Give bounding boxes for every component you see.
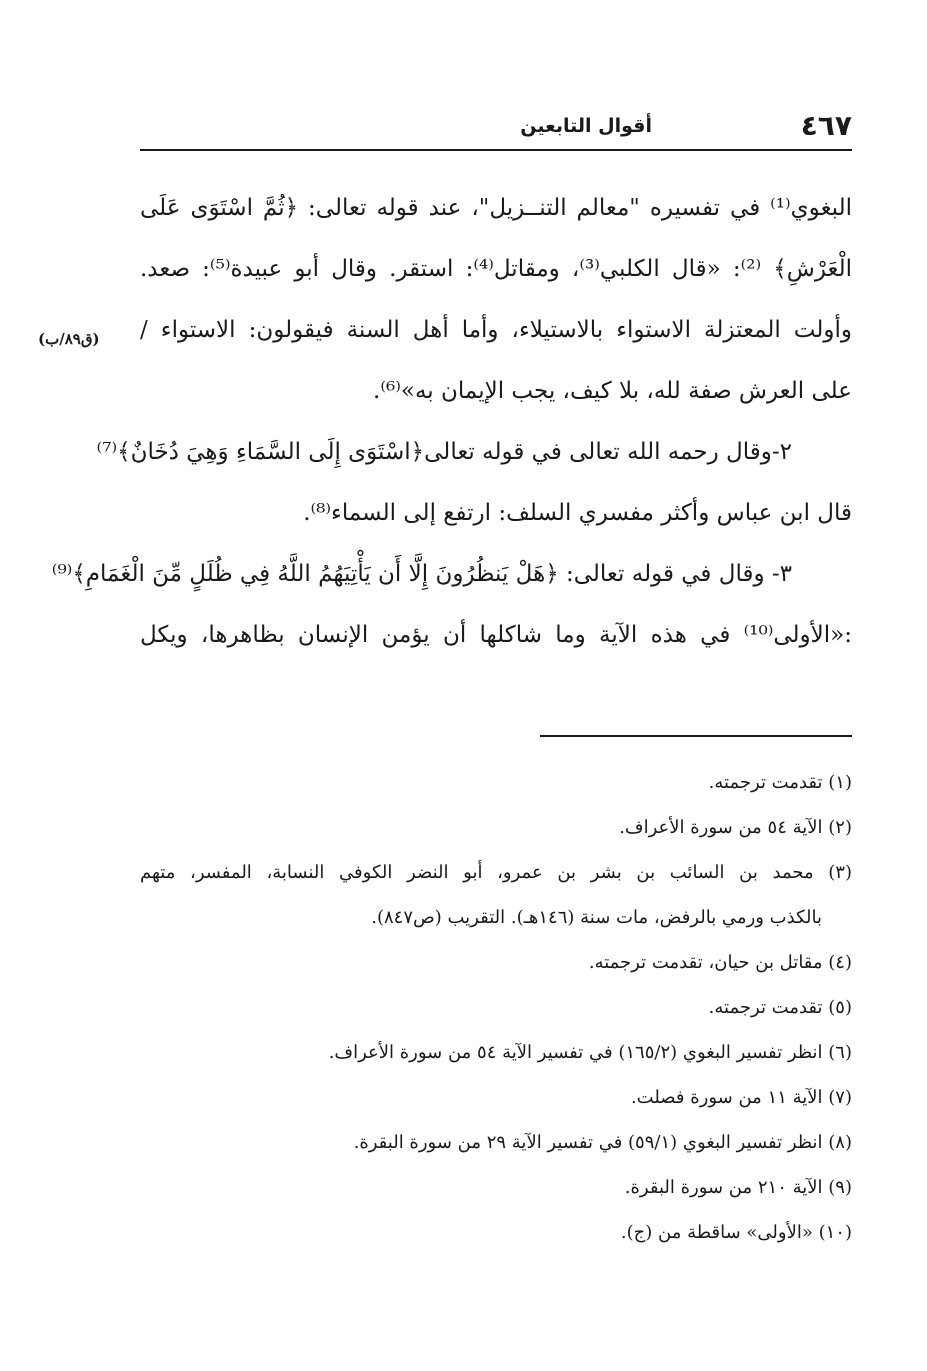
page-header: [140, 108, 852, 148]
footnote: (٧) الآية ١١ من سورة فصلت.: [630, 1087, 852, 1108]
manuscript-folio-note: (ق٨٩/ب): [38, 330, 100, 348]
footnote: (٨) انظر تفسير البغوي (٥٩/١) في تفسير الآية ٢٩ من سورة البقرة.: [353, 1132, 852, 1153]
body-line: ٢-وقال رحمه الله تعالى في قوله تعالى﴿اسْتَوَى إِلَى السَّمَاءِ وَهِيَ دُخَانٌ﴾⁽⁷⁾: [96, 439, 792, 465]
footnote: (١) تقدمت ترجمته.: [708, 772, 852, 793]
page-number: ٤٦٧: [800, 109, 852, 142]
body-line: وأولت المعتزلة الاستواء بالاستيلاء، وأما أهل السنة فيقولون: الاستواء /: [140, 317, 852, 343]
footnote-divider: [540, 735, 852, 737]
header-divider: [140, 149, 852, 151]
body-line: :«الأولى⁽¹⁰⁾ في هذه الآية وما شاكلها أن يؤمن الإنسان بظاهرها، ويكل: [140, 622, 852, 648]
body-line: الْعَرْشِ﴾ ⁽²⁾: «قال الكلبي⁽³⁾، ومقاتل⁽⁴⁾: استقر. وقال أبو عبيدة⁽⁵⁾: صعد.: [140, 256, 853, 282]
body-line: قال ابن عباس وأكثر مفسري السلف: ارتفع إلى السماء⁽⁸⁾.: [303, 500, 852, 526]
footnote-continuation: بالكذب ورمي بالرفض، مات سنة (١٤٦هـ). التقريب (ص٨٤٧).: [371, 907, 822, 928]
body-line: البغوي⁽¹⁾ في تفسيره "معالم التنــزيل"، عند قوله تعالى: ﴿ثُمَّ اسْتَوَى عَلَى: [140, 195, 852, 221]
footnote: (١٠) «الأولى» ساقطة من (ج).: [620, 1222, 852, 1243]
footnote: (٥) تقدمت ترجمته.: [708, 997, 852, 1018]
running-title: أقوال التابعين: [520, 115, 652, 137]
footnote: (٢) الآية ٥٤ من سورة الأعراف.: [619, 817, 852, 838]
body-line: على العرش صفة لله، بلا كيف، يجب الإيمان به»⁽⁶⁾.: [373, 378, 852, 404]
footnotes: [140, 760, 852, 1255]
footnote: (٦) انظر تفسير البغوي (١٦٥/٢) في تفسير الآية ٥٤ من سورة الأعراف.: [328, 1042, 852, 1063]
footnote: (٣) محمد بن السائب بن بشر بن عمرو، أبو النضر الكوفي النسابة، المفسر، متهم: [140, 862, 852, 883]
footnote: (٩) الآية ٢١٠ من سورة البقرة.: [624, 1177, 852, 1198]
footnote: (٤) مقاتل بن حيان، تقدمت ترجمته.: [588, 952, 852, 973]
body-line: ٣- وقال في قوله تعالى: ﴿هَلْ يَنظُرُونَ إِلَّا أَن يَأْتِيَهُمُ اللَّهُ فِي ظُلَلٍ مِّنَ الْغَمَامِ﴾⁽⁹⁾: [51, 561, 792, 587]
